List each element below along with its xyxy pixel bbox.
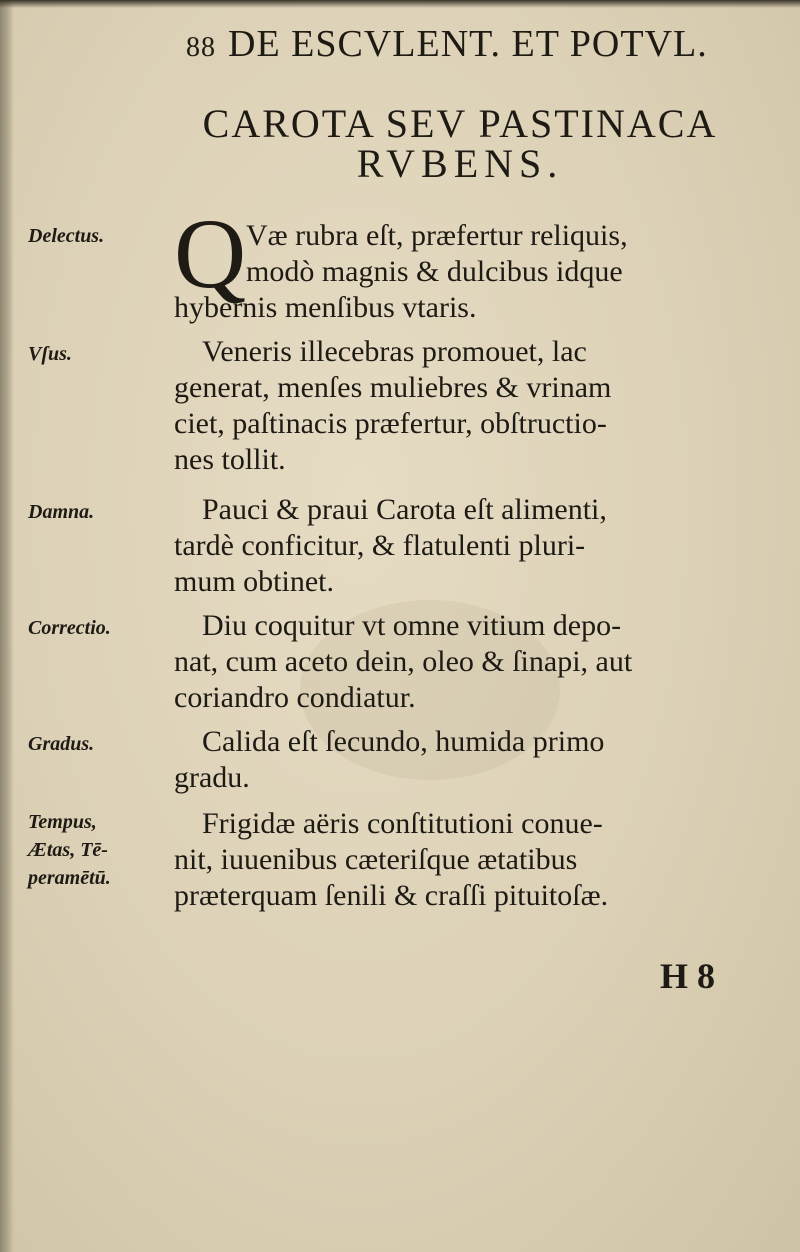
side-label-line: Tempus,	[28, 811, 97, 833]
paragraph-gradus	[174, 724, 774, 796]
page-top-edge	[0, 0, 800, 8]
page-number: 88	[186, 32, 216, 63]
side-label-usus: Vſus.	[28, 343, 72, 365]
text-line: hybernis menſibus vtaris.	[174, 291, 477, 324]
paragraph-correctio	[174, 608, 774, 716]
text-line: nat, cum aceto dein, oleo & ſinapi, aut	[174, 645, 633, 678]
page-gutter	[0, 0, 14, 1252]
side-label-gradus: Gradus.	[28, 733, 95, 755]
paragraph-damna	[174, 492, 774, 600]
running-head-title: DE ESCVLENT. ET POTVL.	[228, 23, 708, 65]
side-label-correctio: Correctio.	[28, 617, 111, 639]
chapter-title-line-1: CAROTA SEV PASTINACA	[202, 101, 718, 146]
text-line: Veneris illecebras promouet, lac	[202, 335, 587, 368]
side-label-line: Ætas, Tē-	[28, 839, 108, 861]
side-label-line: peramētū.	[28, 867, 111, 889]
text-line: Pauci & praui Carota eſt alimenti,	[202, 493, 607, 526]
text-line: gradu.	[174, 761, 250, 794]
text-line: coriandro condiatur.	[174, 681, 416, 714]
side-label-damna: Damna.	[28, 501, 95, 523]
text-line: Frigidæ aëris conſtitutioni conue-	[202, 807, 603, 840]
signature-mark: H 8	[660, 956, 716, 996]
text-line: mum obtinet.	[174, 565, 334, 598]
paragraph-delectus	[174, 218, 774, 326]
text-line: Diu coquitur vt omne vitium depo-	[202, 609, 622, 642]
text-line: præterquam ſenili & craſſi pituitoſæ.	[174, 879, 609, 912]
chapter-title-line-2: RVBENS.	[356, 141, 564, 186]
text-line: Væ rubra eſt, præfertur reliquis,	[246, 219, 628, 252]
side-label-delectus: Delectus.	[28, 225, 105, 247]
text-line: ciet, paſtinacis præfertur, obſtructio-	[174, 407, 607, 440]
running-head	[186, 22, 746, 66]
text-line: generat, menſes muliebres & vrinam	[174, 371, 612, 404]
text-line: Calida eſt ſecundo, humida primo	[202, 725, 605, 758]
text-line: nes tollit.	[174, 443, 286, 476]
paragraph-tempus	[174, 806, 774, 914]
text-line: nit, iuuenibus cæteriſque ætatibus	[174, 843, 578, 876]
drop-capital: Q	[174, 198, 247, 309]
text-line: tardè conficitur, & flatulenti pluri-	[174, 529, 586, 562]
paragraph-usus	[174, 334, 774, 478]
side-label-tempus	[28, 808, 168, 892]
text-line: modò magnis & dulcibus idque	[246, 255, 623, 288]
